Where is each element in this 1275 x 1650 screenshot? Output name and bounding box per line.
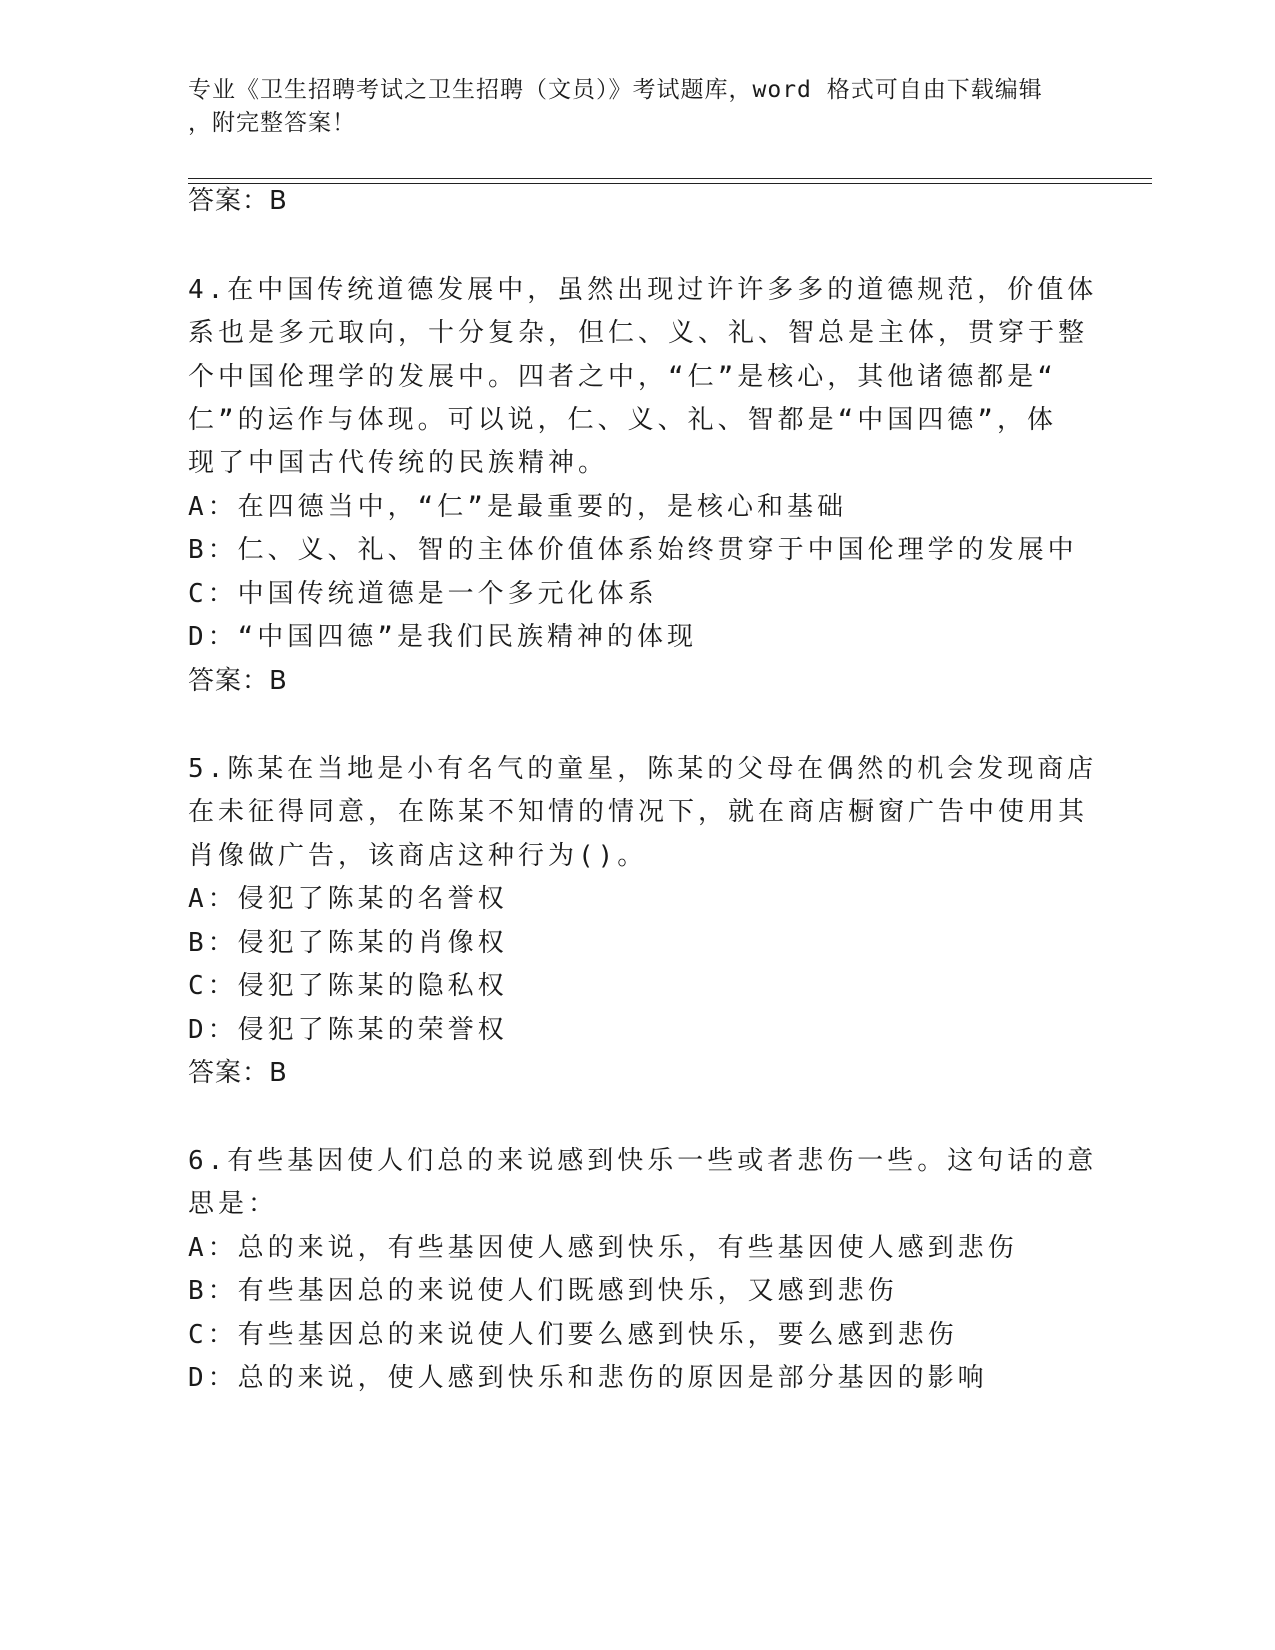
header-line-2: ，附完整答案！	[188, 110, 356, 136]
question-5-option-d: D：侵犯了陈某的荣誉权	[188, 1015, 508, 1045]
answer-q4: 答案：B	[188, 666, 288, 696]
question-6-line-2: 思是：	[188, 1189, 279, 1219]
answer-q5: 答案：B	[188, 1058, 288, 1088]
question-5-line-3: 肖像做广告，该商店这种行为()。	[188, 841, 648, 871]
question-5-line-2: 在未征得同意，在陈某不知情的情况下，就在商店橱窗广告中使用其	[188, 797, 1089, 827]
header-divider-bottom	[188, 183, 1152, 184]
question-5-option-b: B：侵犯了陈某的肖像权	[188, 928, 508, 958]
question-6-option-d: D：总的来说，使人感到快乐和悲伤的原因是部分基因的影响	[188, 1363, 988, 1393]
question-4-line-4: 仁”的运作与体现。可以说，仁、义、礼、智都是“中国四德”，体	[188, 405, 1057, 435]
question-6-option-c: C：有些基因总的来说使人们要么感到快乐，要么感到悲伤	[188, 1320, 958, 1350]
question-5-option-c: C：侵犯了陈某的隐私权	[188, 971, 508, 1001]
question-4-line-5: 现了中国古代传统的民族精神。	[188, 448, 609, 478]
question-6-line-1: 6.有些基因使人们总的来说感到快乐一些或者悲伤一些。这句话的意	[188, 1146, 1098, 1176]
header-line-1: 专业《卫生招聘考试之卫生招聘（文员）》考试题库，word 格式可自由下载编辑	[188, 77, 1043, 103]
question-6-option-b: B：有些基因总的来说使人们既感到快乐，又感到悲伤	[188, 1276, 898, 1306]
question-5-line-1: 5.陈某在当地是小有名气的童星，陈某的父母在偶然的机会发现商店	[188, 754, 1098, 784]
answer-q3: 答案：B	[188, 186, 288, 216]
question-4-line-2: 系也是多元取向，十分复杂，但仁、义、礼、智总是主体，贯穿于整	[188, 318, 1089, 348]
question-4-option-a: A：在四德当中，“仁”是最重要的，是核心和基础	[188, 492, 847, 522]
question-5-option-a: A：侵犯了陈某的名誉权	[188, 884, 508, 914]
question-4-line-3: 个中国伦理学的发展中。四者之中，“仁”是核心，其他诸德都是“	[188, 362, 1057, 392]
question-4-option-d: D：“中国四德”是我们民族精神的体现	[188, 622, 697, 652]
question-6-option-a: A：总的来说，有些基因使人感到快乐，有些基因使人感到悲伤	[188, 1233, 1018, 1263]
question-4-option-b: B：仁、义、礼、智的主体价值体系始终贯穿于中国伦理学的发展中	[188, 535, 1078, 565]
document-header	[188, 74, 1068, 140]
header-divider-top	[188, 178, 1152, 179]
question-4-line-1: 4.在中国传统道德发展中，虽然出现过许许多多的道德规范，价值体	[188, 275, 1098, 305]
question-4-option-c: C：中国传统道德是一个多元化体系	[188, 579, 658, 609]
